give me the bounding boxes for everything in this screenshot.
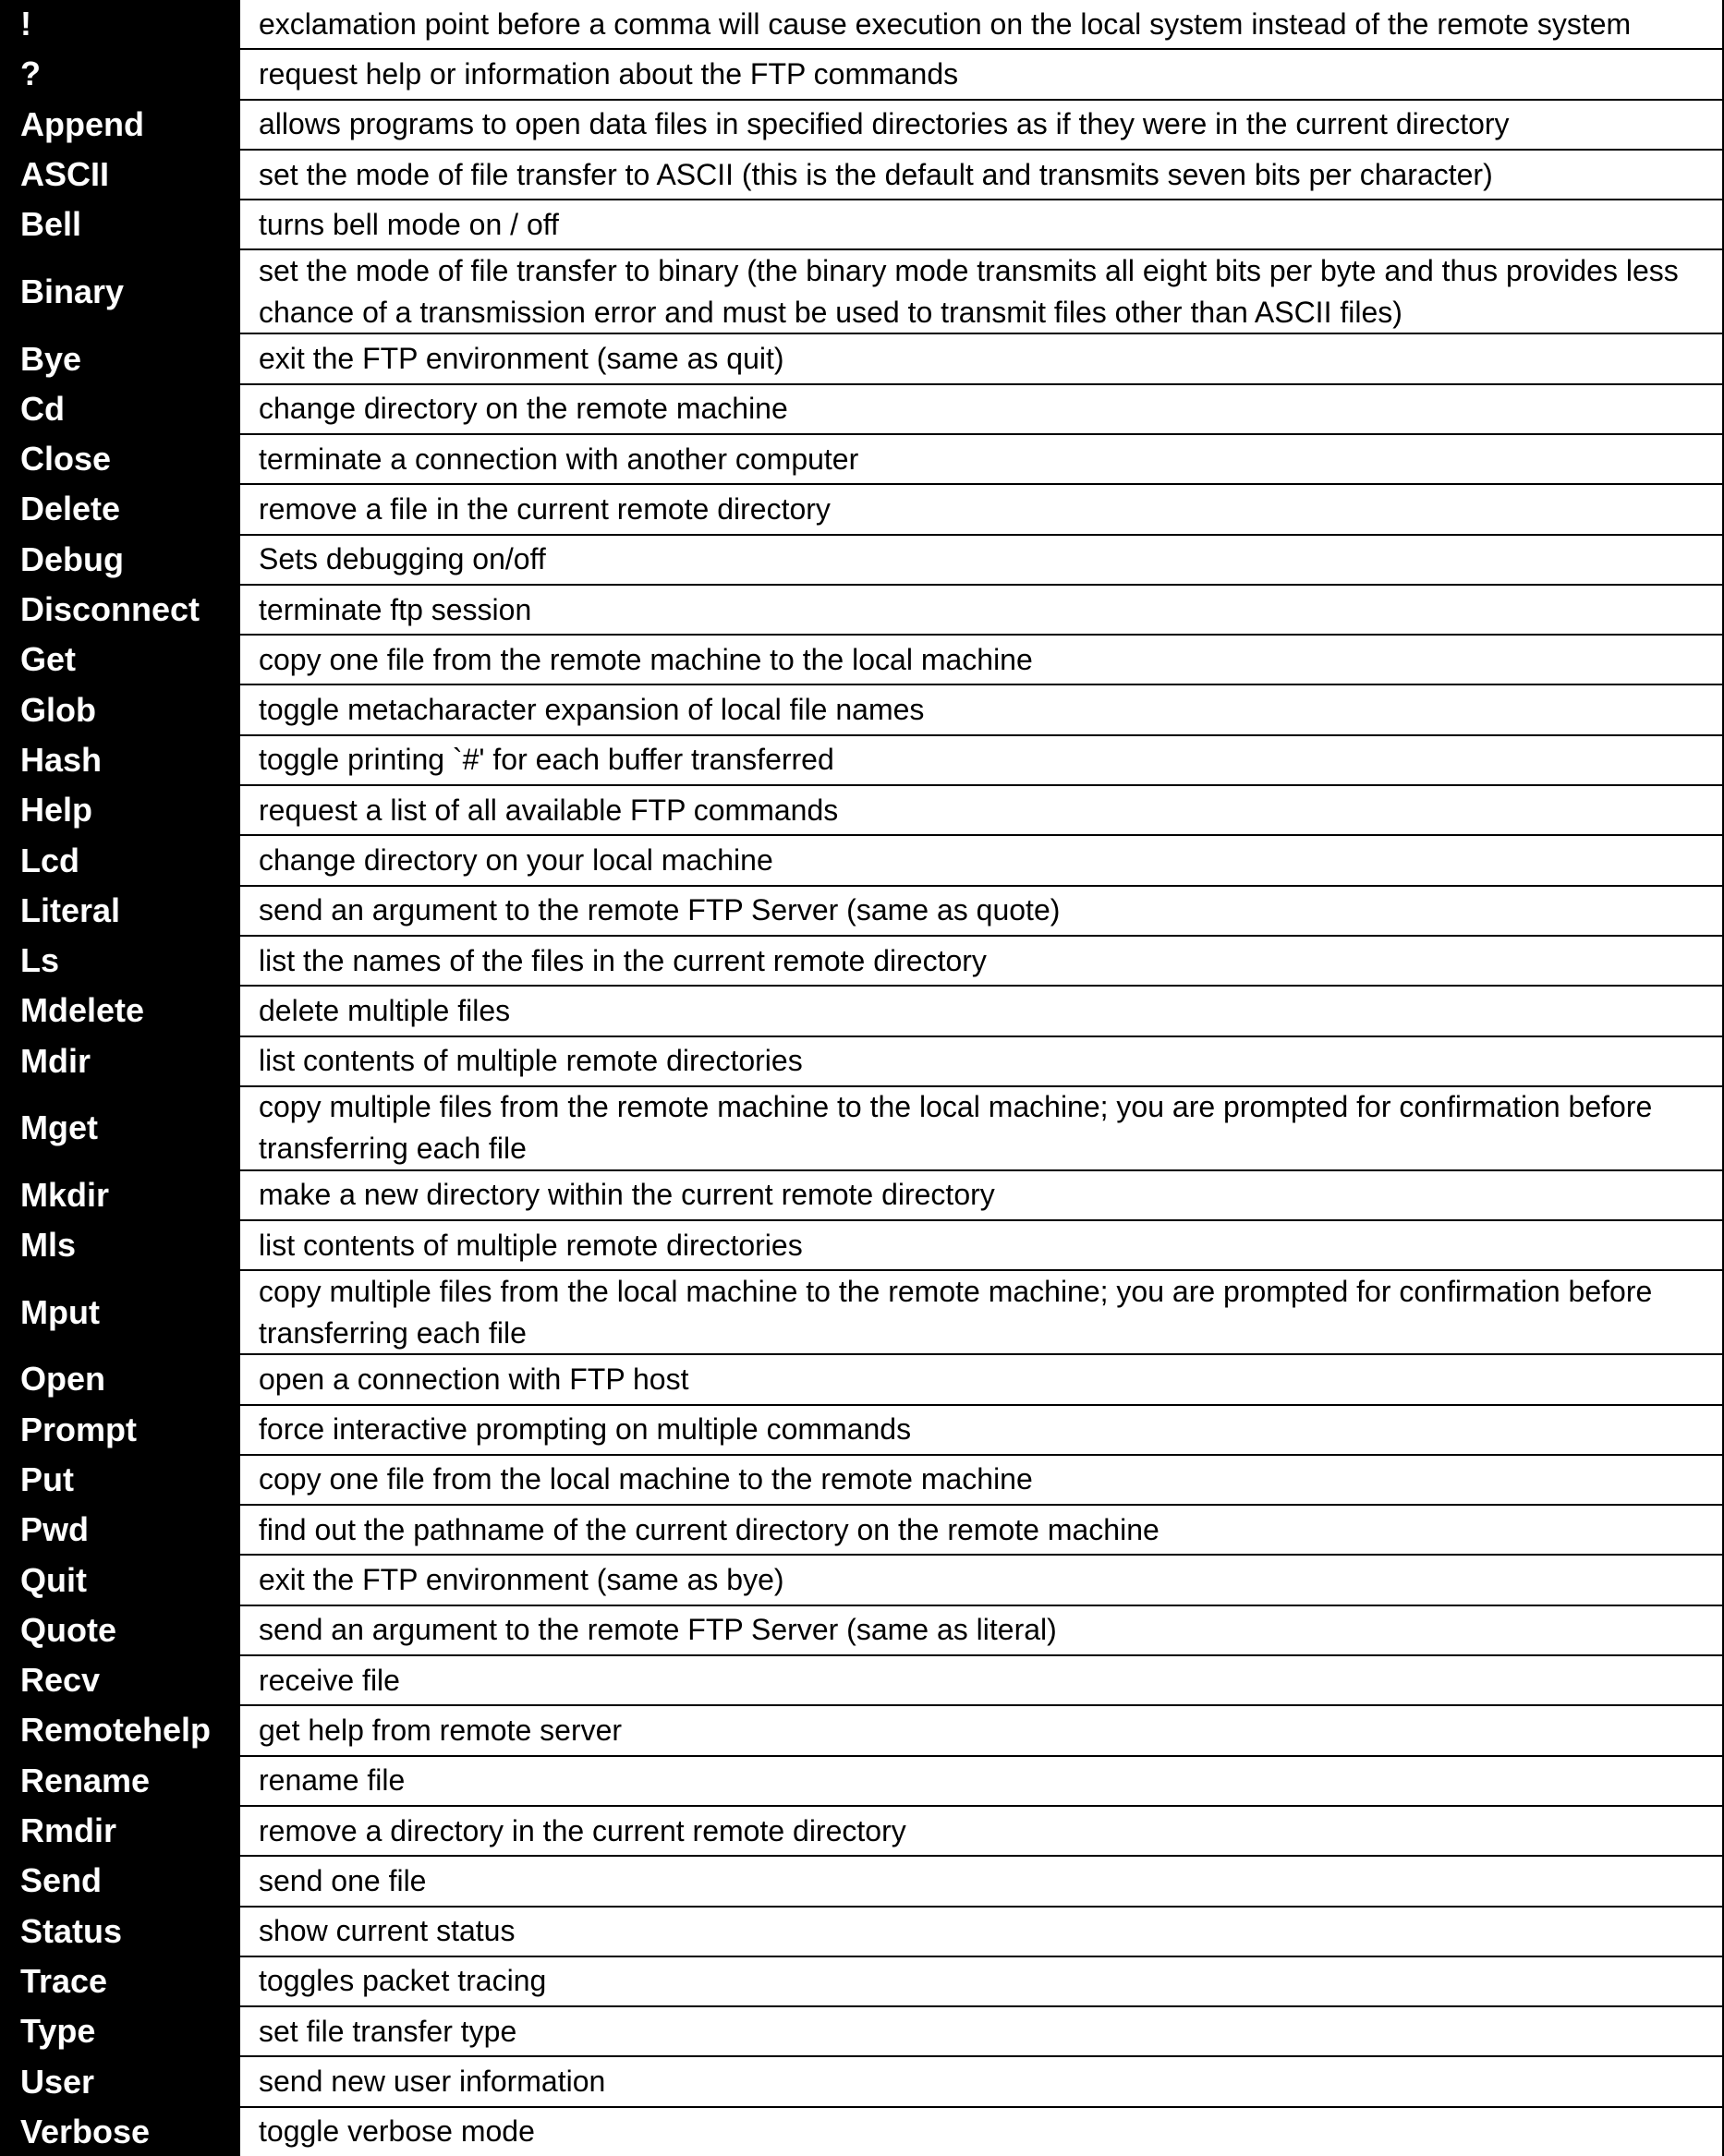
command-description-text: open a connection with FTP host: [259, 1362, 689, 1396]
table-row: [0, 685, 1724, 735]
command-description-text: send an argument to the remote FTP Server (same as literal): [259, 1613, 1057, 1647]
table-row: [0, 887, 1724, 937]
command-description-text: request help or information about the FTP commands: [259, 56, 959, 91]
table-row: [0, 1656, 1724, 1706]
command-description: [238, 250, 1724, 333]
command-name: Status: [0, 1908, 238, 1956]
table-row: [0, 736, 1724, 786]
table-row: [0, 1757, 1724, 1807]
table-row: [0, 200, 1724, 250]
command-name: Trace: [0, 1957, 238, 2005]
command-name: Glob: [0, 685, 238, 733]
command-description-text: receive file: [259, 1663, 400, 1697]
command-description-text: copy one file from the local machine to the remote machine: [259, 1462, 1033, 1496]
table-row: [0, 1037, 1724, 1087]
table-row: [0, 1087, 1724, 1171]
command-name: Verbose: [0, 2108, 238, 2156]
command-description: [238, 334, 1724, 382]
command-description: [238, 1807, 1724, 1855]
table-row: [0, 586, 1724, 636]
command-description: [238, 1606, 1724, 1654]
command-description-text: list contents of multiple remote directories: [259, 1044, 803, 1078]
command-name: Close: [0, 435, 238, 483]
table-row: [0, 2108, 1724, 2156]
command-description-text: find out the pathname of the current directory on the remote machine: [259, 1512, 1159, 1546]
command-description: [238, 987, 1724, 1035]
command-name: Hash: [0, 736, 238, 784]
table-row: [0, 250, 1724, 334]
command-name: Type: [0, 2007, 238, 2055]
command-description: [238, 1857, 1724, 1905]
command-description: [238, 836, 1724, 884]
command-name: Pwd: [0, 1506, 238, 1554]
command-description: [238, 50, 1724, 98]
command-name: Prompt: [0, 1406, 238, 1454]
command-description: [238, 937, 1724, 985]
table-row: [0, 1807, 1724, 1857]
command-description-text: copy multiple files from the remote machine to the local machine; you are prompted for confirmation before transferring each file: [259, 1090, 1653, 1166]
command-description: [238, 1556, 1724, 1604]
command-description-text: set file transfer type: [259, 2014, 517, 2048]
command-name: Mget: [0, 1087, 238, 1169]
command-description: [238, 536, 1724, 584]
command-name: Delete: [0, 485, 238, 533]
command-description: [238, 385, 1724, 433]
command-description: [238, 1087, 1724, 1169]
command-description: [238, 1171, 1724, 1219]
table-row: [0, 1406, 1724, 1456]
command-description-text: get help from remote server: [259, 1713, 623, 1747]
table-row: [0, 786, 1724, 836]
command-name: Put: [0, 1456, 238, 1504]
table-row: [0, 101, 1724, 151]
command-name: Bye: [0, 334, 238, 382]
table-row: [0, 50, 1724, 100]
command-description: [238, 1908, 1724, 1956]
command-description: [238, 786, 1724, 834]
command-name: Get: [0, 636, 238, 684]
table-row: [0, 385, 1724, 435]
table-row: [0, 1556, 1724, 1605]
table-row: [0, 435, 1724, 485]
command-description-text: exit the FTP environment (same as bye): [259, 1563, 784, 1597]
command-description-text: list the names of the files in the current remote directory: [259, 943, 987, 977]
command-description-text: send new user information: [259, 2065, 606, 2099]
command-description-text: toggle verbose mode: [259, 2114, 535, 2149]
command-description-text: remove a directory in the current remote directory: [259, 1813, 906, 1847]
command-name: Rmdir: [0, 1807, 238, 1855]
table-row: [0, 2007, 1724, 2057]
command-description-text: exclamation point before a comma will cause execution on the local system instead of the remote system: [259, 6, 1632, 41]
command-description-text: toggle metacharacter expansion of local file names: [259, 693, 925, 727]
table-row: [0, 334, 1724, 384]
table-row: [0, 485, 1724, 535]
command-description: [238, 1656, 1724, 1704]
table-row: [0, 987, 1724, 1036]
command-description: [238, 1456, 1724, 1504]
command-description: [238, 200, 1724, 248]
command-description-text: set the mode of file transfer to ASCII (this is the default and transmits seven bits per character): [259, 157, 1493, 191]
command-name: Rename: [0, 1757, 238, 1805]
command-description-text: terminate ftp session: [259, 592, 532, 626]
command-name: User: [0, 2057, 238, 2105]
command-description-text: turns bell mode on / off: [259, 207, 559, 241]
command-description-text: show current status: [259, 1914, 516, 1948]
command-description: [238, 485, 1724, 533]
command-name: Disconnect: [0, 586, 238, 634]
command-description: [238, 1506, 1724, 1554]
table-row: [0, 1606, 1724, 1656]
table-row: [0, 1706, 1724, 1756]
command-description: [238, 685, 1724, 733]
command-description-text: allows programs to open data files in specified directories as if they were in the current directory: [259, 107, 1510, 141]
command-description-text: list contents of multiple remote directories: [259, 1228, 803, 1262]
command-description-text: Sets debugging on/off: [259, 542, 546, 576]
table-row: [0, 636, 1724, 685]
command-description-text: delete multiple files: [259, 993, 511, 1027]
table-row: [0, 1355, 1724, 1405]
table-row: [0, 0, 1724, 50]
command-name: Send: [0, 1857, 238, 1905]
command-description: [238, 1757, 1724, 1805]
command-description: [238, 1037, 1724, 1085]
table-row: [0, 1271, 1724, 1355]
command-description: [238, 2007, 1724, 2055]
command-description: [238, 1355, 1724, 1403]
command-name: Cd: [0, 385, 238, 433]
command-description-text: rename file: [259, 1763, 406, 1798]
command-description: [238, 1406, 1724, 1454]
command-description: [238, 435, 1724, 483]
command-description: [238, 636, 1724, 684]
command-name: Mkdir: [0, 1171, 238, 1219]
command-description: [238, 887, 1724, 935]
command-name: Recv: [0, 1656, 238, 1704]
command-name: ?: [0, 50, 238, 98]
command-description-text: remove a file in the current remote directory: [259, 491, 831, 526]
table-row: [0, 1221, 1724, 1271]
command-description-text: send an argument to the remote FTP Server (same as quote): [259, 893, 1061, 927]
command-name: Literal: [0, 887, 238, 935]
command-name: Append: [0, 101, 238, 149]
command-description: [238, 1706, 1724, 1754]
command-description-text: change directory on your local machine: [259, 843, 773, 877]
command-description-text: request a list of all available FTP commands: [259, 793, 839, 827]
table-row: [0, 836, 1724, 886]
command-name: Remotehelp: [0, 1706, 238, 1754]
command-name: ASCII: [0, 151, 238, 199]
table-row: [0, 536, 1724, 586]
table-row: [0, 1506, 1724, 1556]
table-row: [0, 1171, 1724, 1221]
command-description: [238, 1271, 1724, 1353]
command-name: Lcd: [0, 836, 238, 884]
command-description: [238, 0, 1724, 48]
command-name: Help: [0, 786, 238, 834]
command-name: Quote: [0, 1606, 238, 1654]
command-name: Open: [0, 1355, 238, 1403]
command-name: Bell: [0, 200, 238, 248]
command-name: Mdelete: [0, 987, 238, 1035]
command-description-text: send one file: [259, 1863, 427, 1897]
command-name: Binary: [0, 250, 238, 333]
table-row: [0, 937, 1724, 987]
command-description: [238, 1957, 1724, 2005]
command-description-text: terminate a connection with another computer: [259, 442, 859, 476]
table-row: [0, 151, 1724, 200]
command-name: Debug: [0, 536, 238, 584]
table-row: [0, 1857, 1724, 1907]
table-row: [0, 1957, 1724, 2007]
command-name: Mput: [0, 1271, 238, 1353]
command-name: Ls: [0, 937, 238, 985]
command-description: [238, 2057, 1724, 2105]
command-description-text: force interactive prompting on multiple commands: [259, 1412, 912, 1447]
table-row: [0, 2057, 1724, 2107]
command-description: [238, 1221, 1724, 1269]
command-name: Mls: [0, 1221, 238, 1269]
command-description-text: toggles packet tracing: [259, 1964, 547, 1998]
table-row: [0, 1456, 1724, 1506]
command-description: [238, 736, 1724, 784]
command-description: [238, 101, 1724, 149]
command-description: [238, 586, 1724, 634]
command-name: !: [0, 0, 238, 48]
command-description-text: copy one file from the remote machine to the local machine: [259, 642, 1033, 676]
command-description: [238, 2108, 1724, 2156]
command-description-text: toggle printing `#' for each buffer transferred: [259, 743, 834, 777]
command-name: Mdir: [0, 1037, 238, 1085]
table-row: [0, 1908, 1724, 1957]
command-description-text: make a new directory within the current remote directory: [259, 1178, 995, 1212]
command-description: [238, 151, 1724, 199]
command-name: Quit: [0, 1556, 238, 1604]
command-description-text: exit the FTP environment (same as quit): [259, 342, 784, 376]
command-description-text: change directory on the remote machine: [259, 392, 788, 426]
command-description-text: copy multiple files from the local machine to the remote machine; you are prompted for confirmation before transferring each file: [259, 1274, 1653, 1350]
command-description-text: set the mode of file transfer to binary (the binary mode transmits all eight bits per byte and thus provides less chance of a transmission error and must be used to transmit files other than ASCII files): [259, 253, 1679, 329]
